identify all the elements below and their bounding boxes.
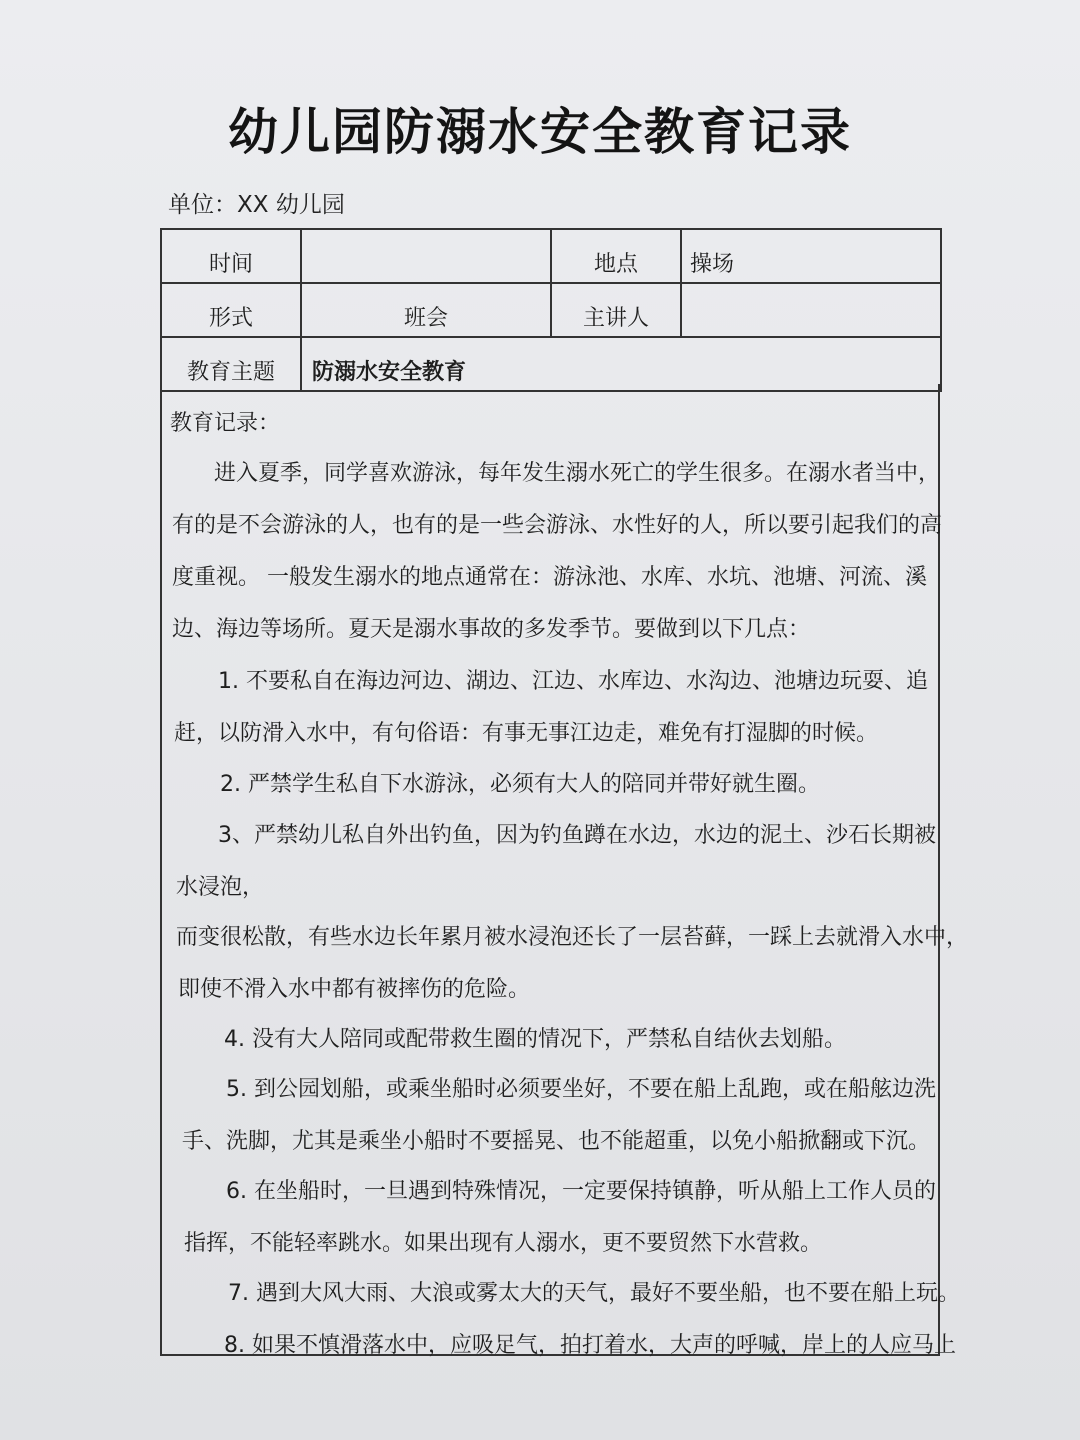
record-line: 而变很松散，有些水边长年累月被水浸泡还长了一层苔藓，一踩上去就滑入水中， [176, 925, 969, 950]
place-value: 操场 [681, 229, 941, 283]
record-line: 度重视。 一般发生溺水的地点通常在：游泳池、水库、水坑、池塘、河流、溪 [172, 565, 927, 590]
document-title: 幼儿园防溺水安全教育记录 [228, 103, 852, 161]
record-line: 边、海边等场所。夏天是溺水事故的多发季节。要做到以下几点： [172, 617, 811, 642]
record-line: 1. 不要私自在海边河边、湖边、江边、水库边、水沟边、池塘边玩耍、追 [218, 669, 928, 694]
table-row [161, 283, 941, 337]
record-line: 进入夏季，同学喜欢游泳，每年发生溺水死亡的学生很多。在溺水者当中， [214, 461, 941, 486]
topic-value: 防溺水安全教育 [301, 337, 941, 391]
record-line: 5. 到公园划船，或乘坐船时必须要坐好，不要在船上乱跑，或在船舷边洗 [226, 1077, 936, 1102]
record-label: 教育记录： [170, 411, 281, 436]
record-line: 7. 遇到大风大雨、大浪或雾太大的天气，最好不要坐船，也不要在船上玩。 [228, 1281, 960, 1306]
record-line: 6. 在坐船时，一旦遇到特殊情况，一定要保持镇静，听从船上工作人员的 [226, 1179, 936, 1204]
speaker-value [681, 283, 941, 337]
record-line: 3、严禁幼儿私自外出钓鱼，因为钓鱼蹲在水边，水边的泥土、沙石长期被 [218, 823, 936, 848]
form-value: 班会 [301, 283, 551, 337]
record-line: 手、洗脚，尤其是乘坐小船时不要摇晃、也不能超重，以免小船掀翻或下沉。 [182, 1129, 931, 1154]
record-line: 有的是不会游泳的人，也有的是一些会游泳、水性好的人，所以要引起我们的高 [172, 513, 943, 538]
record-line: 2. 严禁学生私自下水游泳，必须有大人的陪同并带好就生圈。 [220, 772, 820, 797]
unit-label: 单位：XX 幼儿园 [168, 192, 345, 218]
table-row [161, 337, 941, 391]
record-line: 4. 没有大人陪同或配带救生圈的情况下，严禁私自结伙去划船。 [224, 1027, 846, 1052]
form-label: 形式 [161, 283, 301, 337]
time-label: 时间 [161, 229, 301, 283]
place-label: 地点 [551, 229, 681, 283]
record-line: 指挥，不能轻率跳水。如果出现有人溺水，更不要贸然下水营救。 [184, 1231, 823, 1256]
topic-label: 教育主题 [161, 337, 301, 391]
record-line: 水浸泡， [176, 875, 265, 900]
info-table [160, 228, 942, 392]
record-line: 赶，以防滑入水中，有句俗语：有事无事江边走，难免有打湿脚的时候。 [174, 721, 879, 746]
record-line: 8. 如果不慎滑落水中，应吸足气，拍打着水，大声的呼喊，岸上的人应马上 [224, 1333, 956, 1358]
speaker-label: 主讲人 [551, 283, 681, 337]
table-row [161, 229, 941, 283]
time-value [301, 229, 551, 283]
education-record-box [160, 384, 969, 1358]
record-line: 即使不滑入水中都有被摔伤的危险。 [178, 977, 531, 1002]
